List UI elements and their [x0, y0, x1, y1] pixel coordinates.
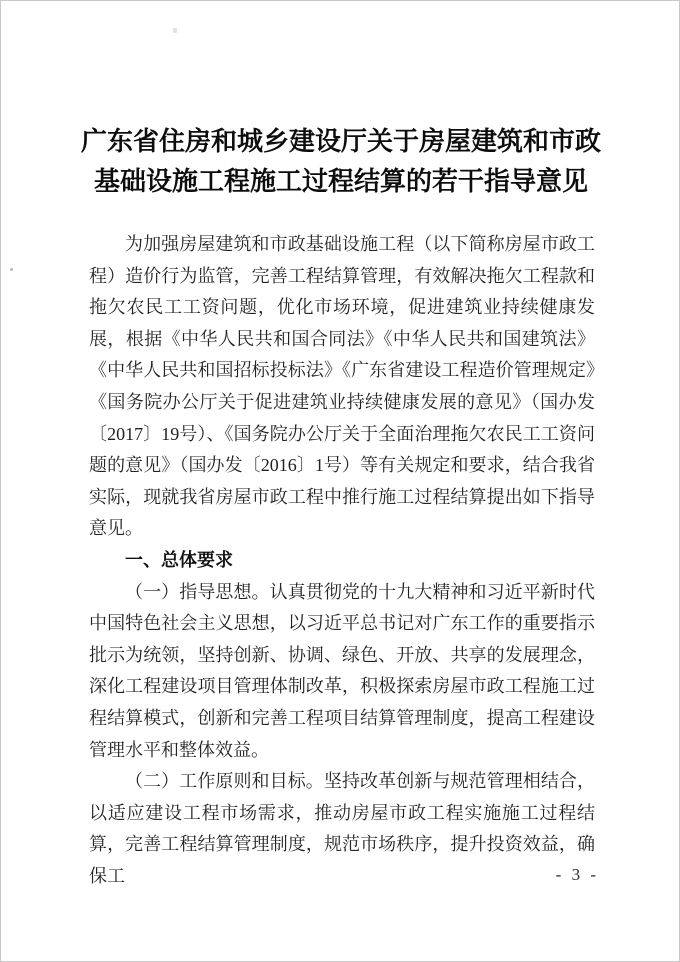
scan-artifact-speck — [173, 28, 177, 33]
page-number: - 3 - — [555, 865, 599, 884]
paragraph-principles-and-goals — [89, 766, 595, 892]
paragraph-leadin: （一）指导思想。 — [125, 581, 270, 602]
paragraph-text: 认真贯彻党的十九大精神和习近平新时代中国特色社会主义思想，以习近平总书记对广东工作的重要指示批示为统领，坚持创新、协调、绿色、开放、共享的发展理念，深化工程建设项目管理体制改革，积极探索房屋市政工程施工过程结算模式，创新和完善工程项目结算管理制度，提高工程建设管理水平和整体效益。 — [89, 581, 595, 760]
paragraph-leadin: （二）工作原则和目标。 — [125, 771, 324, 792]
paragraph-text: 坚持改革创新与规范管理相结合，以适应建设工程市场需求，推动房屋市政工程实施施工过程结算，完善工程结算管理制度，规范市场秩序，提升投资效益，确保工 — [89, 771, 596, 886]
paragraph-guiding-ideology — [89, 577, 595, 767]
document-body — [89, 229, 595, 892]
document-title: 广东省住房和城乡建设厅关于房屋建筑和市政基础设施工程施工过程结算的若干指导意见 — [80, 126, 601, 196]
intro-paragraph: 为加强房屋建筑和市政基础设施工程（以下简称房屋市政工程）造价行为监管，完善工程结算管理，有效解决拖欠工程款和拖欠农民工工资问题，优化市场环境，促进建筑业持续健康发展，根据《中华人民共和国合同法》《中华人民共和国建筑法》《中华人民共和国招标投标法》《广东省建设工程造价管理规定》《国务院办公厅关于促进建筑业持续健康发展的意见》（国办发〔2017〕19号）、《国务院办公厅关于全面治理拖欠农民工工资问题的意见》（国办发〔2016〕1号）等有关规定和要求，结合我省实际，现就我省房屋市政工程中推行施工过程结算提出如下指导意见。 — [89, 234, 595, 539]
section-heading-overall-requirements: 一、总体要求 — [125, 549, 233, 570]
scan-artifact-dot — [10, 268, 13, 271]
